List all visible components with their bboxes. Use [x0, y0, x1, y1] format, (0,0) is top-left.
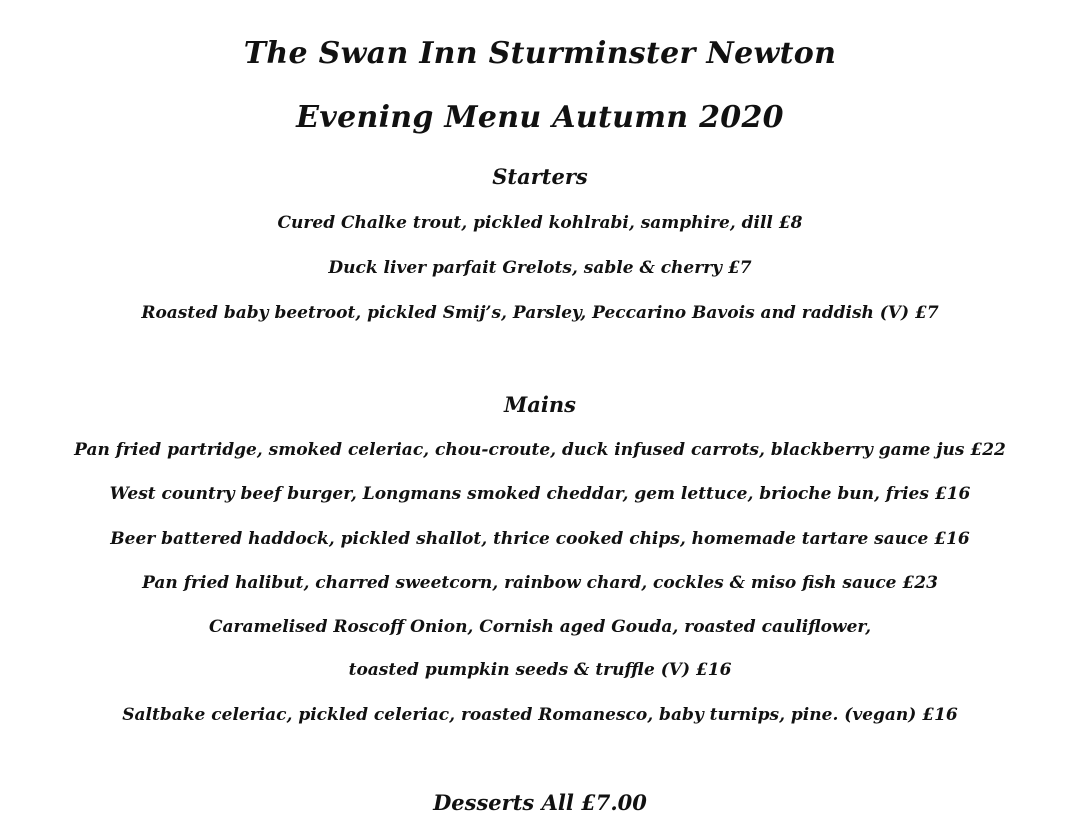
main-item-2: West country beef burger, Longmans smoked cheddar, gem lettuce, brioche bun, fries £16 [109, 484, 971, 504]
main-item-4: Pan fried halibut, charred sweetcorn, rainbow chard, cockles & miso fish sauce £23 [142, 573, 938, 593]
mains-heading: Mains [504, 392, 576, 417]
main-item-3: Beer battered haddock, pickled shallot, thrice cooked chips, homemade tartare sauce £16 [110, 529, 970, 549]
main-item-5: Caramelised Roscoff Onion, Cornish aged Gouda, roasted cauliflower, [208, 617, 872, 637]
starter-item-3: Roasted baby beetroot, pickled Smij’s, Parsley, Peccarino Bavois and raddish (V) £7 [141, 303, 939, 323]
starter-item-1: Cured Chalke trout, pickled kohlrabi, samphire, dill £8 [277, 213, 803, 233]
starter-item-2: Duck liver parfait Grelots, sable & cherry £7 [328, 258, 752, 278]
restaurant-title: The Swan Inn Sturminster Newton [243, 36, 837, 71]
starters-heading: Starters [492, 164, 588, 189]
main-item-5-continued: toasted pumpkin seeds & truffle (V) £16 [348, 660, 732, 680]
menu-subtitle: Evening Menu Autumn 2020 [296, 100, 784, 135]
main-item-1: Pan fried partridge, smoked celeriac, chou-croute, duck infused carrots, blackberry game jus £22 [74, 440, 1006, 460]
main-item-6: Saltbake celeriac, pickled celeriac, roasted Romanesco, baby turnips, pine. (vegan) £16 [122, 705, 958, 725]
desserts-heading: Desserts All £7.00 [433, 790, 647, 815]
